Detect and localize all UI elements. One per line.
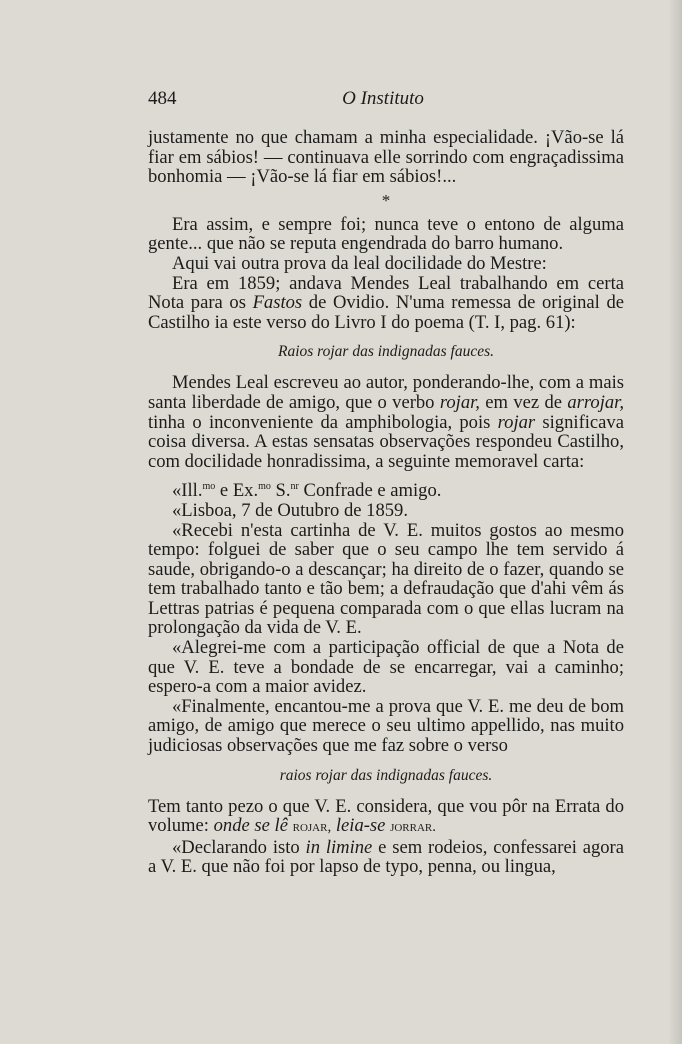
letter-paragraph-4: Tem tanto pezo o que V. E. considera, que vou pôr na Errata do volume: onde se lê rojar, leia-se jorrar. bbox=[148, 795, 624, 837]
section-separator-asterisk: * bbox=[381, 190, 391, 210]
body-text bbox=[148, 128, 624, 877]
page-edge-shadow bbox=[668, 0, 682, 1044]
letter-paragraph-1: «Recebi n'esta cartinha de V. E. muitos gostos ao mesmo tempo: folguei de saber que o seu campo lhe tem servido á saude, obrigando-o a descançar; ha direito de o fazer, quando se tem trabalhado tanto e tão bem; a defraudação que d'ahi vêm ás Lettras patrias é pequena comparada com o que ellas lucram na prolongação da vida de V. E. bbox=[148, 519, 624, 639]
page-number: 484 bbox=[148, 88, 177, 109]
quoted-verse-1: Raios rojar das indignadas fauces. bbox=[277, 343, 494, 361]
running-title: O Instituto bbox=[342, 88, 424, 109]
letter-dateline: «Lisboa, 7 de Outubro de 1859. bbox=[172, 499, 408, 521]
paragraph-3: Aqui vai outra prova da leal docilidade do Mestre: bbox=[172, 252, 547, 274]
paragraph-2: Era assim, e sempre foi; nunca teve o entono de alguma gente... que não se reputa engendrada do barro humano. bbox=[148, 213, 624, 255]
paragraph-1: justamente no que chamam a minha especialidade. ¡Vão-se lá fiar em sábios! — continuava elle sorrindo com engraçadissima bonhomia — ¡Vão-se lá fiar em sábios!... bbox=[148, 127, 624, 188]
paragraph-4: Era em 1859; andava Mendes Leal trabalhando em certa Nota para os Fastos de Ovidio. N'uma remessa de original de Castilho ia este verso do Livro I do poema (T. I, pag. 61): bbox=[148, 272, 624, 333]
letter-paragraph-5: «Declarando isto in limine e sem rodeios, confessarei agora a V. E. que não foi por lapso de typo, penna, ou lingua, bbox=[148, 836, 624, 878]
letter-salutation: «Ill.$^{mo}$ e Ex.$^{mo}$ S.$^{nr}$ Confrade e amigo. bbox=[172, 480, 442, 502]
paragraph-5: Mendes Leal escreveu ao autor, ponderando-lhe, com a mais santa liberdade de amigo, que o verbo rojar, em vez de arrojar, tinha o inconveniente da amphibologia, pois rojar significava coisa diversa. A estas sensatas observações respondeu Castilho, com docilidade honradissima, a seguinte memoravel carta: bbox=[148, 372, 624, 472]
quoted-verse-2: raios rojar das indignadas fauces. bbox=[279, 766, 493, 784]
letter-paragraph-2: «Alegrei-me com a participação official de que a Nota de que V. E. teve a bondade de se encarregar, vai a caminho; espero-a com a maior avidez. bbox=[148, 637, 624, 698]
running-head bbox=[148, 88, 618, 114]
letter-paragraph-3: «Finalmente, encantou-me a prova que V. E. me deu de bom amigo, de amigo que merece o seu ultimo appellido, nas muito judiciosas observações que me faz sobre o verso bbox=[148, 695, 624, 757]
